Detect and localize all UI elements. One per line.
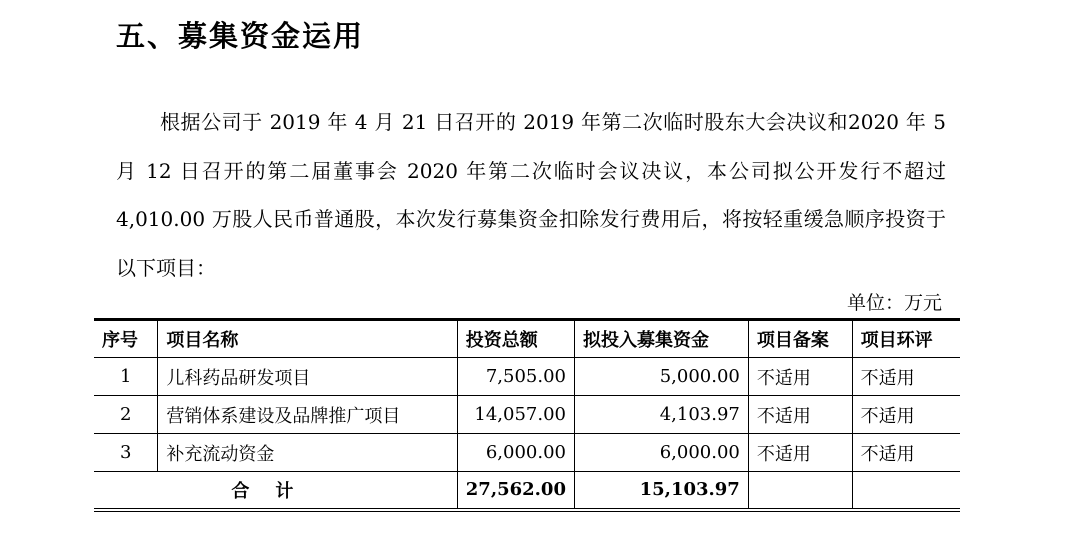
row-number: 3 [94, 434, 158, 472]
empty-cell [748, 472, 852, 510]
project-filing: 不适用 [748, 434, 852, 472]
row-number: 2 [94, 396, 158, 434]
row-number: 1 [94, 358, 158, 396]
environmental-review: 不适用 [852, 358, 960, 396]
header-cell: 项目备案 [748, 320, 852, 358]
table-header-row [94, 320, 960, 358]
body-paragraph [116, 98, 946, 292]
total-label: 合计 [94, 472, 457, 510]
project-name: 补充流动资金 [158, 434, 457, 472]
paragraph-line: 公开发行不超过 4,010.00 万股人民币普通股，本次发行募集资金扣除发行费用 [116, 158, 947, 231]
total-row [94, 472, 960, 510]
raised-funds-sum: 15,103.97 [574, 472, 748, 510]
header-cell: 项目环评 [852, 320, 960, 358]
empty-cell [852, 472, 960, 510]
unit-label: 单位：万元 [846, 292, 942, 314]
paragraph-line: 后，将按轻重缓急顺序投资于以下项目： [116, 207, 947, 280]
total-investment-sum: 27,562.00 [457, 472, 574, 510]
table-row [94, 434, 960, 472]
header-cell: 拟投入募集资金 [574, 320, 748, 358]
raised-funds: 5,000.00 [574, 358, 748, 396]
project-name: 儿科药品研发项目 [158, 358, 457, 396]
project-filing: 不适用 [748, 396, 852, 434]
project-name: 营销体系建设及品牌推广项目 [158, 396, 457, 434]
paragraph-line: 2020 年 5 月 12 日召开的第二届董事会 2020 年第二次临时会议决议，本公司拟 [116, 110, 946, 183]
section-heading: 五、募集资金运用 [116, 19, 365, 53]
header-cell: 项目名称 [158, 320, 457, 358]
raised-funds: 4,103.97 [574, 396, 748, 434]
fund-usage-table [94, 318, 960, 512]
raised-funds: 6,000.00 [574, 434, 748, 472]
table-row [94, 396, 960, 434]
header-cell: 投资总额 [457, 320, 574, 358]
header-cell: 序号 [94, 320, 158, 358]
table-row [94, 358, 960, 396]
project-filing: 不适用 [748, 358, 852, 396]
environmental-review: 不适用 [852, 434, 960, 472]
total-investment: 7,505.00 [457, 358, 574, 396]
total-investment: 6,000.00 [457, 434, 574, 472]
environmental-review: 不适用 [852, 396, 960, 434]
total-investment: 14,057.00 [457, 396, 574, 434]
paragraph-line: 根据公司于 2019 年 4 月 21 日召开的 2019 年第二次临时股东大会决议和 [160, 110, 849, 134]
